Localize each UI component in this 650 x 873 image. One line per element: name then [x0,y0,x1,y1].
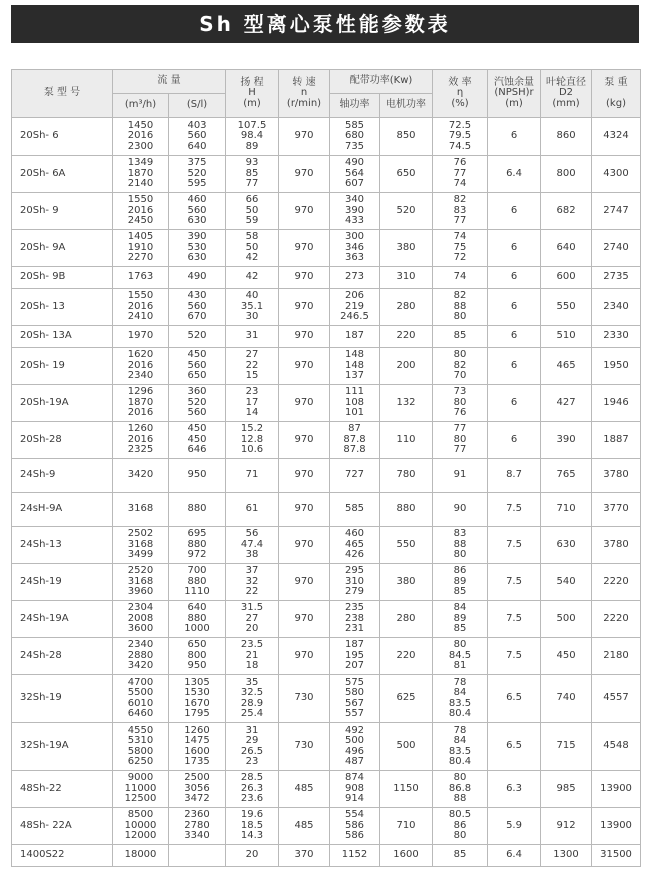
flow-ls-cell: 950 [169,459,226,493]
npsh-cell: 6 [488,289,541,326]
weight-cell: 3780 [592,459,641,493]
motor-power-cell: 132 [380,385,433,422]
npsh-cell: 7.5 [488,493,541,527]
motor-power-cell: 850 [380,118,433,156]
weight-cell: 2330 [592,326,641,348]
npsh-cell: 6 [488,118,541,156]
table-row [12,808,641,845]
motor-power-cell: 520 [380,193,433,230]
impeller-diameter-cell: 715 [541,723,592,771]
flow-ls-cell [169,845,226,867]
table-row [12,385,641,422]
row-model: 1400S22 [12,845,113,867]
motor-power-cell: 110 [380,422,433,459]
motor-power-cell: 380 [380,564,433,601]
speed-cell: 970 [279,118,330,156]
impeller-diameter-cell: 500 [541,601,592,638]
flow-m3h-cell: 2520 3168 3960 [113,564,169,601]
head-cell: 58 50 42 [226,230,279,267]
flow-ls-cell: 403 560 640 [169,118,226,156]
speed-cell: 970 [279,493,330,527]
shaft-power-cell: 111 108 101 [330,385,380,422]
flow-ls-cell: 1305 1530 1670 1795 [169,675,226,723]
speed-cell: 970 [279,564,330,601]
motor-power-cell: 280 [380,289,433,326]
shaft-power-cell: 148 148 137 [330,348,380,385]
weight-cell: 1950 [592,348,641,385]
speed-cell: 970 [279,459,330,493]
shaft-power-cell: 492 500 496 487 [330,723,380,771]
efficiency-cell: 85 [433,326,488,348]
table-row [12,326,641,348]
shaft-power-cell: 206 219 246.5 [330,289,380,326]
head-cell: 40 35.1 30 [226,289,279,326]
header-flow: 流 量 [113,70,226,94]
weight-cell: 2220 [592,564,641,601]
efficiency-cell: 73 80 76 [433,385,488,422]
row-model: 24Sh-9 [12,459,113,493]
speed-cell: 970 [279,527,330,564]
weight-cell: 4324 [592,118,641,156]
table-row [12,771,641,808]
impeller-diameter-cell: 540 [541,564,592,601]
efficiency-cell: 77 80 77 [433,422,488,459]
npsh-cell: 6.4 [488,845,541,867]
flow-ls-cell: 2500 3056 3472 [169,771,226,808]
row-model: 24Sh-13 [12,527,113,564]
speed-cell: 970 [279,193,330,230]
flow-m3h-cell: 1763 [113,267,169,289]
impeller-diameter-cell: 640 [541,230,592,267]
flow-m3h-cell: 1550 2016 2450 [113,193,169,230]
header-weight: 泵 重 (kg) [592,70,641,118]
efficiency-cell: 80 82 70 [433,348,488,385]
shaft-power-cell: 1152 [330,845,380,867]
shaft-power-cell: 340 390 433 [330,193,380,230]
impeller-diameter-cell: 465 [541,348,592,385]
shaft-power-cell: 295 310 279 [330,564,380,601]
header-impeller: 叶轮直径 D2 (mm) [541,70,592,118]
motor-power-cell: 880 [380,493,433,527]
shaft-power-cell: 575 580 567 557 [330,675,380,723]
flow-ls-cell: 490 [169,267,226,289]
flow-m3h-cell: 9000 11000 12500 [113,771,169,808]
table-row [12,348,641,385]
speed-cell: 970 [279,230,330,267]
flow-m3h-cell: 18000 [113,845,169,867]
shaft-power-cell: 490 564 607 [330,156,380,193]
row-model: 32Sh-19A [12,723,113,771]
npsh-cell: 8.7 [488,459,541,493]
flow-m3h-cell: 8500 10000 12000 [113,808,169,845]
speed-cell: 970 [279,385,330,422]
flow-ls-cell: 700 880 1110 [169,564,226,601]
flow-ls-cell: 360 520 560 [169,385,226,422]
weight-cell: 2740 [592,230,641,267]
head-cell: 31 [226,326,279,348]
motor-power-cell: 280 [380,601,433,638]
weight-cell: 2180 [592,638,641,675]
flow-m3h-cell: 1349 1870 2140 [113,156,169,193]
row-model: 48Sh-22 [12,771,113,808]
efficiency-cell: 76 77 74 [433,156,488,193]
flow-m3h-cell: 3168 [113,493,169,527]
speed-cell: 485 [279,771,330,808]
speed-cell: 970 [279,601,330,638]
motor-power-cell: 220 [380,638,433,675]
head-cell: 28.5 26.3 23.6 [226,771,279,808]
efficiency-cell: 91 [433,459,488,493]
efficiency-cell: 82 88 80 [433,289,488,326]
shaft-power-cell: 187 195 207 [330,638,380,675]
efficiency-cell: 74 [433,267,488,289]
pump-spec-table [11,69,641,867]
weight-cell: 2340 [592,289,641,326]
impeller-diameter-cell: 390 [541,422,592,459]
table-row [12,845,641,867]
impeller-diameter-cell: 600 [541,267,592,289]
speed-cell: 370 [279,845,330,867]
row-model: 20Sh- 9 [12,193,113,230]
flow-ls-cell: 375 520 595 [169,156,226,193]
flow-ls-cell: 640 880 1000 [169,601,226,638]
impeller-diameter-cell: 765 [541,459,592,493]
row-model: 20Sh- 13 [12,289,113,326]
table-row [12,118,641,156]
motor-power-cell: 550 [380,527,433,564]
head-cell: 15.2 12.8 10.6 [226,422,279,459]
header-power: 配带功率(Kw) [330,70,433,94]
flow-m3h-cell: 4550 5310 5800 6250 [113,723,169,771]
flow-m3h-cell: 2502 3168 3499 [113,527,169,564]
row-model: 20Sh- 19 [12,348,113,385]
row-model: 20Sh-28 [12,422,113,459]
table-row [12,723,641,771]
flow-m3h-cell: 4700 5500 6010 6460 [113,675,169,723]
motor-power-cell: 220 [380,326,433,348]
flow-ls-cell: 695 880 972 [169,527,226,564]
header-speed: 转 速 n (r/min) [279,70,330,118]
npsh-cell: 6.4 [488,156,541,193]
flow-m3h-cell: 1550 2016 2410 [113,289,169,326]
table-row [12,289,641,326]
impeller-diameter-cell: 682 [541,193,592,230]
weight-cell: 4548 [592,723,641,771]
npsh-cell: 6.5 [488,723,541,771]
flow-m3h-cell: 1296 1870 2016 [113,385,169,422]
shaft-power-cell: 727 [330,459,380,493]
row-model: 20Sh- 9B [12,267,113,289]
shaft-power-cell: 300 346 363 [330,230,380,267]
table-row [12,564,641,601]
shaft-power-cell: 585 680 735 [330,118,380,156]
table-row [12,267,641,289]
row-model: 32Sh-19 [12,675,113,723]
head-cell: 31 29 26.5 23 [226,723,279,771]
speed-cell: 970 [279,326,330,348]
shaft-power-cell: 187 [330,326,380,348]
table-row [12,459,641,493]
head-cell: 20 [226,845,279,867]
impeller-diameter-cell: 800 [541,156,592,193]
npsh-cell: 7.5 [488,638,541,675]
weight-cell: 1946 [592,385,641,422]
head-cell: 56 47.4 38 [226,527,279,564]
weight-cell: 13900 [592,771,641,808]
head-cell: 107.5 98.4 89 [226,118,279,156]
head-cell: 93 85 77 [226,156,279,193]
flow-m3h-cell: 2304 2008 3600 [113,601,169,638]
motor-power-cell: 380 [380,230,433,267]
weight-cell: 2747 [592,193,641,230]
row-model: 48Sh- 22A [12,808,113,845]
motor-power-cell: 500 [380,723,433,771]
shaft-power-cell: 554 586 586 [330,808,380,845]
weight-cell: 2735 [592,267,641,289]
header-model: 泵 型 号 [12,70,113,118]
page-title: Sh 型离心泵性能参数表 [11,5,639,43]
shaft-power-cell: 460 465 426 [330,527,380,564]
shaft-power-cell: 273 [330,267,380,289]
header-npsh: 汽蚀余量 (NPSH)r (m) [488,70,541,118]
impeller-diameter-cell: 630 [541,527,592,564]
flow-ls-cell: 650 800 950 [169,638,226,675]
weight-cell: 1887 [592,422,641,459]
table-row [12,156,641,193]
flow-m3h-cell: 1970 [113,326,169,348]
efficiency-cell: 82 83 77 [433,193,488,230]
impeller-diameter-cell: 550 [541,289,592,326]
flow-ls-cell: 520 [169,326,226,348]
speed-cell: 970 [279,289,330,326]
efficiency-cell: 85 [433,845,488,867]
flow-m3h-cell: 2340 2880 3420 [113,638,169,675]
flow-m3h-cell: 1620 2016 2340 [113,348,169,385]
weight-cell: 31500 [592,845,641,867]
flow-ls-cell: 450 450 646 [169,422,226,459]
impeller-diameter-cell: 860 [541,118,592,156]
head-cell: 35 32.5 28.9 25.4 [226,675,279,723]
flow-ls-cell: 390 530 630 [169,230,226,267]
row-model: 24Sh-19 [12,564,113,601]
npsh-cell: 6.5 [488,675,541,723]
table-row [12,230,641,267]
npsh-cell: 6 [488,422,541,459]
efficiency-cell: 86 89 85 [433,564,488,601]
head-cell: 19.6 18.5 14.3 [226,808,279,845]
flow-ls-cell: 2360 2780 3340 [169,808,226,845]
shaft-power-cell: 87 87.8 87.8 [330,422,380,459]
efficiency-cell: 80.5 86 80 [433,808,488,845]
impeller-diameter-cell: 427 [541,385,592,422]
npsh-cell: 6 [488,385,541,422]
efficiency-cell: 90 [433,493,488,527]
row-model: 20Sh- 13A [12,326,113,348]
shaft-power-cell: 235 238 231 [330,601,380,638]
table-row [12,527,641,564]
flow-ls-cell: 1260 1475 1600 1735 [169,723,226,771]
efficiency-cell: 78 84 83.5 80.4 [433,723,488,771]
head-cell: 23 17 14 [226,385,279,422]
table-row [12,638,641,675]
weight-cell: 2220 [592,601,641,638]
head-cell: 42 [226,267,279,289]
npsh-cell: 6 [488,193,541,230]
head-cell: 37 32 22 [226,564,279,601]
flow-m3h-cell: 1450 2016 2300 [113,118,169,156]
row-model: 24sH-9A [12,493,113,527]
flow-ls-cell: 880 [169,493,226,527]
impeller-diameter-cell: 985 [541,771,592,808]
head-cell: 66 50 59 [226,193,279,230]
head-cell: 23.5 21 18 [226,638,279,675]
impeller-diameter-cell: 450 [541,638,592,675]
npsh-cell: 6 [488,348,541,385]
weight-cell: 3780 [592,527,641,564]
head-cell: 71 [226,459,279,493]
motor-power-cell: 1150 [380,771,433,808]
impeller-diameter-cell: 912 [541,808,592,845]
flow-m3h-cell: 3420 [113,459,169,493]
speed-cell: 730 [279,675,330,723]
motor-power-cell: 780 [380,459,433,493]
efficiency-cell: 72.5 79.5 74.5 [433,118,488,156]
head-cell: 31.5 27 20 [226,601,279,638]
weight-cell: 4557 [592,675,641,723]
header-flow-m3h: (m³/h) [113,94,169,118]
npsh-cell: 6 [488,267,541,289]
shaft-power-cell: 874 908 914 [330,771,380,808]
npsh-cell: 7.5 [488,564,541,601]
efficiency-cell: 80 84.5 81 [433,638,488,675]
speed-cell: 730 [279,723,330,771]
motor-power-cell: 200 [380,348,433,385]
impeller-diameter-cell: 710 [541,493,592,527]
row-model: 24Sh-28 [12,638,113,675]
flow-ls-cell: 460 560 630 [169,193,226,230]
table-row [12,493,641,527]
head-cell: 61 [226,493,279,527]
npsh-cell: 7.5 [488,601,541,638]
efficiency-cell: 74 75 72 [433,230,488,267]
weight-cell: 3770 [592,493,641,527]
npsh-cell: 6 [488,326,541,348]
header-motor-power: 电机功率 [380,94,433,118]
impeller-diameter-cell: 1300 [541,845,592,867]
table-row [12,675,641,723]
npsh-cell: 5.9 [488,808,541,845]
header-head: 扬 程 H (m) [226,70,279,118]
table-row [12,193,641,230]
flow-ls-cell: 450 560 650 [169,348,226,385]
row-model: 20Sh- 6 [12,118,113,156]
speed-cell: 970 [279,156,330,193]
speed-cell: 970 [279,348,330,385]
shaft-power-cell: 585 [330,493,380,527]
npsh-cell: 7.5 [488,527,541,564]
weight-cell: 4300 [592,156,641,193]
motor-power-cell: 625 [380,675,433,723]
impeller-diameter-cell: 740 [541,675,592,723]
efficiency-cell: 83 88 80 [433,527,488,564]
impeller-diameter-cell: 510 [541,326,592,348]
flow-m3h-cell: 1260 2016 2325 [113,422,169,459]
table-row [12,601,641,638]
motor-power-cell: 1600 [380,845,433,867]
speed-cell: 970 [279,422,330,459]
flow-ls-cell: 430 560 670 [169,289,226,326]
motor-power-cell: 650 [380,156,433,193]
npsh-cell: 6 [488,230,541,267]
weight-cell: 13900 [592,808,641,845]
table-row [12,422,641,459]
speed-cell: 970 [279,638,330,675]
row-model: 24Sh-19A [12,601,113,638]
efficiency-cell: 78 84 83.5 80.4 [433,675,488,723]
efficiency-cell: 80 86.8 88 [433,771,488,808]
header-shaft-power: 轴功率 [330,94,380,118]
npsh-cell: 6.3 [488,771,541,808]
row-model: 20Sh- 9A [12,230,113,267]
motor-power-cell: 710 [380,808,433,845]
efficiency-cell: 84 89 85 [433,601,488,638]
motor-power-cell: 310 [380,267,433,289]
flow-m3h-cell: 1405 1910 2270 [113,230,169,267]
row-model: 20Sh- 6A [12,156,113,193]
header-flow-ls: (S/l) [169,94,226,118]
speed-cell: 970 [279,267,330,289]
speed-cell: 485 [279,808,330,845]
header-efficiency: 效 率 η (%) [433,70,488,118]
head-cell: 27 22 15 [226,348,279,385]
row-model: 20Sh-19A [12,385,113,422]
